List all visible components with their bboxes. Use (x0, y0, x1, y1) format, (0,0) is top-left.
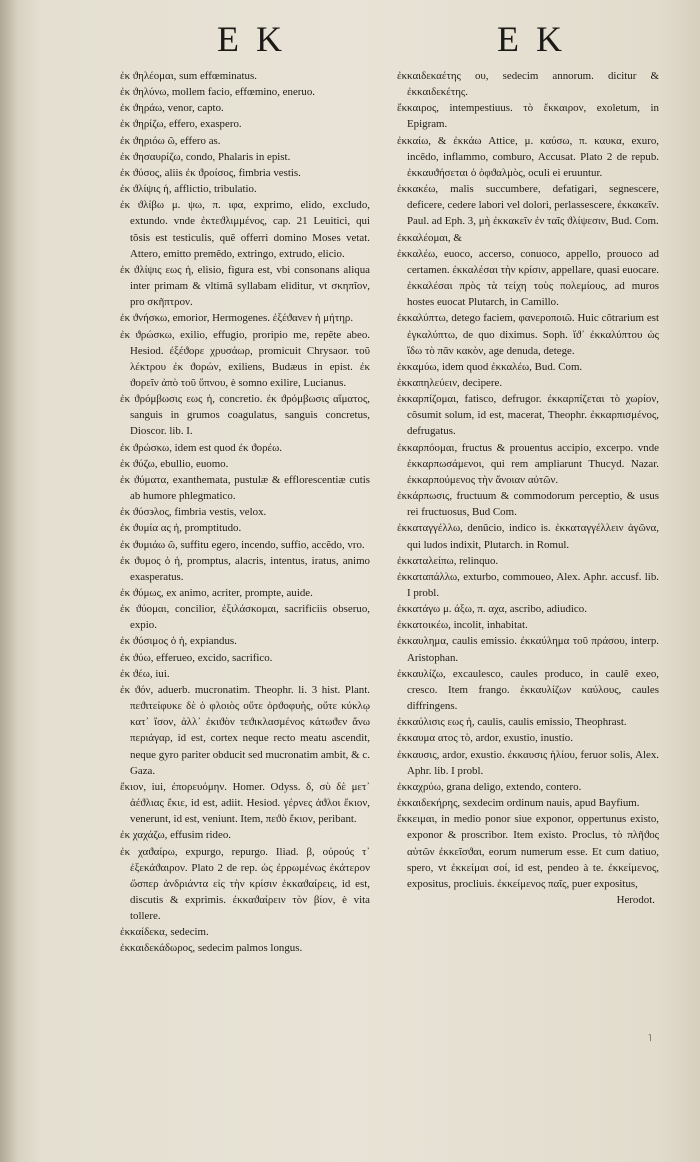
dictionary-entry: ἐκ ϑρόμβωσις εως ἡ, concretio. ἐκ ϑρόμβωσις αἵματος, sanguis in grumos coagulatus, sanguis concretus, Dioscor. lib. I. (120, 393, 370, 438)
dictionary-entry: ἐκ ϑύομαι, concilior, ἐξιλάσκομαι, sacrificiis obseruo, expio. (120, 603, 370, 632)
dictionary-entry: ἔκιον, iui, ἐπορευόμην. Homer. Odyss. δ, σὺ δὲ μετ᾽ ἀέϑλιας ἔκιε, id est, adiit. Hesiod. γέρνες ἀϑλοι ἔκιον, venerunt, id est, veniunt. Item, πεϑὸ ἔκιον, peribant. (120, 780, 370, 826)
dictionary-entry: ἐκ χαχάζω, effusim rideo. (120, 829, 232, 842)
dictionary-entry: ἐκ ϑυμία ας ἡ, promptitudo. (120, 522, 242, 535)
running-head-left: E K (217, 19, 286, 59)
dictionary-entry: Herodot. (616, 893, 655, 906)
dictionary-entry: ἐκ ϑυμιάω ῶ, suffitu egero, incendo, suffio, accẽdo, vro. (120, 538, 365, 551)
dictionary-entry: ἐκκαιδεκαέτης ου, sedecim annorum. dicitur & ἐκκαιδεκέτης. (397, 70, 659, 99)
left-column (120, 68, 370, 957)
dictionary-entry: ἐκκαυμα ατος τὸ, ardor, exustio, inustio. (397, 732, 573, 745)
dictionary-entry: ἐκ χαϑαίρω, expurgo, repurgo. Iliad. β, οὐρούς τ᾽ ἐξεκάϑαιρον. Plato 2 de rep. ὡς ἐρρωμένως ἐκάτερον ὥσπερ ἀνδριάντα εἰς τὴν κρίσιν ἐκκαϑαίρεις, id est, discutis & exprimis. ἐκκαϑαίρειν τὸν βίον, è vita tollere. (120, 845, 370, 923)
dictionary-entry: ἐκκαυσις, ardor, exustio. ἐκκαυσις ἡλίου, feruor solis, Alex. Aphr. lib. I probl. (397, 748, 659, 777)
dictionary-entry: ἐκκαίω, & ἐκκάω Attice, μ. καύσω, π. καυκα, exuro, incẽdo, inflammo, comburo, Accusat. Plato 2 de repub. ἐκκαυϑήσεται ὁ ὀφϑαλμὸς, oculi ei eruuntur. (397, 134, 659, 179)
dictionary-entry: ἐκ ϑόν, aduerb. mucronatim. Theophr. li. 3 hist. Plant. πεϑιτείφυκε δὲ ὁ φλοιὸς οὔτε ὀρϑοφυὴς, οὔτε κύκλῳ κατ᾽ ἴσον, ἀλλ᾽ ἐκιϑὸν τεϑικλασμένος κάτωϑεν ἄνω περιάγαρ, id est, cortex neque recto meatu ascendit, neque gyro pariter obducit sed mucronatim ambit, & c. Gaza. (120, 683, 370, 777)
dictionary-entry: ἐκκαύλισις εως ἡ, caulis, caulis emissio, Theophrast. (397, 716, 627, 729)
dictionary-entry: ἐκ ϑύμως, ex animo, acriter, prompte, auide. (120, 587, 313, 599)
dictionary-entry: ἐκκατάγω μ. άξω, π. αχα, ascribo, adiudico. (397, 603, 587, 616)
dictionary-entry: ἐκ ϑηλύνω, mollem facio, effœmino, eneruo. (120, 86, 316, 99)
dictionary-entry: ἐκ ϑέω, iui. (120, 667, 170, 680)
dictionary-entry: ἐκκαμύω, idem quod ἐκκαλέω, Bud. Com. (397, 360, 583, 373)
dictionary-entry: ἐκ ϑηριόω ῶ, effero as. (120, 134, 221, 147)
running-head-right: E K (497, 19, 566, 59)
dictionary-entry: ἐκκαρπόομαι, fructus & prouentus accipio, excerpo. vnde ἐκκαρπωσάμενοι, qui rem ampliarunt Thucyd. Nazar. ἐκκαρπούμενος τὴν ἄνοιαν αὐτῶν. (397, 441, 659, 486)
dictionary-entry: ἐκ ϑυμος ὁ ἡ, promptus, alacris, intentus, iratus, animo exasperatus. (120, 554, 370, 583)
dictionary-entry: ἐκκαταγγέλλω, denũcio, indico is. ἐκκαταγγέλλειν ἀγῶνα, qui ludos indixit, Plutarch. in Romul. (397, 522, 659, 551)
dictionary-entry: ἐκ ϑηρίζω, effero, exaspero. (120, 118, 242, 131)
dictionary-entry: ἐκκαυλημα, caulis emissio. ἐκκαύλημα τοῦ πράσου, interp. Aristophan. (397, 635, 659, 664)
dictionary-entry: ἐκκαίδεκα, sedecim. (120, 926, 209, 939)
dictionary-entry: ἐκ ϑλίψις εως ἡ, elisio, figura est, vbi consonans aliqua inter primam & vltimã syllabam eliditur, vt σκηπῖον, pro σκῆπτρον. (120, 263, 370, 309)
dictionary-entry: ἔκκειμαι, in medio ponor siue exponor, oppertunus existo, exponor & proscribor. Item existo. Proclus, τὸ πλῆϑος αὐτῶν ἐκκεῖσϑαι, eorum numerum esse. Et cum datiuo, spero, vt ἐκκείμαι σοί, id est, pendeo à te. ἐκκείμενος, expositus, procliuis. ἐκκείμενος παῖς, puer expositus, (397, 813, 659, 890)
dictionary-entry: ἐκ ϑησαυρίζω, condo, Phalaris in epist. (120, 150, 291, 163)
right-column (397, 68, 659, 908)
dictionary-entry: ἐκκαχρύω, grana deligo, extendo, contero. (397, 780, 582, 793)
dictionary-entry: ἐκ ϑύω, efferueo, excido, sacrifico. (120, 651, 273, 664)
dictionary-entry: ἐκκαλέω, euoco, accerso, conuoco, appello, prouoco ad certamen. ἐκκαλέσαι τὴν κρίσιν, appellare, quasi euocare. ἐκκαλέσαι πρὸς τὰ τείχη τοὺς πολεμίους, ad muros hostes euocat Plutarch, in Camillo. (397, 247, 659, 309)
dictionary-entry: ἐκκαταλείπω, relinquo. (397, 554, 499, 567)
dictionary-entry: ἐκκαιδεκάδωρος, sedecim palmos longus. (120, 942, 303, 955)
dictionary-entry: ἐκκαλέομαι, & (397, 231, 462, 244)
dictionary-entry: ἐκκαυλίζω, excaulesco, caules produco, in caulẽ exeo, cresco. Item frango. ἐκκαυλίζων καύλους, caules diffringens. (397, 667, 659, 713)
page-mark: ˥ (648, 1033, 652, 1043)
dictionary-entry: ἐκκάρπωσις, fructuum & commodorum perceptio, & usus rei fructuosus, Bud Com. (397, 490, 659, 519)
dictionary-entry: ἐκκακέω, malis succumbere, defatigari, segnescere, deficere, cedere labori vel dolori, perlassescere, ἐκκακεῖν. Paul. ad Eph. 3, μὴ ἐκκακεῖν ἐν ταῖς ϑλίψεσιν, Bud. Com. (397, 183, 659, 228)
dictionary-entry: ἐκ ϑύματα, exanthemata, pustulæ & efflorescentiæ cutis ab humore phlegmatico. (120, 473, 370, 503)
dictionary-entry: ἐκ ϑύσ϶λος, fimbria vestis, velox. (120, 506, 267, 519)
dictionary-entry: ἐκκαλύπτω, detego faciem, φανεροποιῶ. Huic cõtrarium est ἐγκαλύπτω, de quo diximus. Soph. ἴϑ᾽ ἐκκαλύπτου ὡς ἴδω τὸ πᾶν κακὸν, age denuda, detege. (397, 312, 659, 357)
dictionary-entry: ἐκ ϑλίβω μ. ψω, π. ιφα, exprimo, elido, excludo, extundo. vnde ἐκτεϑλιμμένος, cap. 21 Leuitici, qui tõsis est testiculis, quẽ offerri domino Moses vetat. Attero, emitto premẽdo, extringo, extrudo, elicio. (120, 199, 370, 260)
binding-shadow (0, 0, 18, 1162)
dictionary-entry: ἐκ ϑηλέομαι, sum effœminatus. (120, 70, 257, 82)
dictionary-entry: ἐκ ϑνήσκω, emorior, Hermogenes. ἐξέϑανεν ἡ μήτηρ. (120, 312, 354, 325)
dictionary-entry: ἐκκαιδεκήρης, sexdecim ordinum nauis, apud Bayfium. (397, 797, 640, 810)
dictionary-entry: ἐκκαταπάλλω, exturbo, commoueo, Alex. Aphr. accusf. lib. I probl. (397, 570, 659, 599)
dictionary-entry: ἔκκαιρος, intempestiuus. τὸ ἔκκαιρον, exoletum, in Epigram. (397, 102, 659, 131)
dictionary-entry: ἐκκατοικέω, incolit, inhabitat. (397, 619, 528, 632)
dictionary-entry: ἐκ ϑύσος, aliis ἐκ ϑροίσος, fimbria vestis. (120, 166, 301, 179)
dictionary-entry: ἐκ ϑρώσκω, idem est quod ἐκ ϑορέω. (120, 441, 282, 454)
dictionary-entry: ἐκ ϑλίψις ἡ, afflictio, tribulatio. (120, 183, 257, 196)
dictionary-entry: ἐκ ϑύζω, ebullio, euomo. (120, 457, 229, 470)
dictionary-entry: ἐκ ϑρώσκω, exilio, effugio, proripio me, repẽte abeo. Hesiod. ἐξέϑορε χρυσάωρ, promicuit Chrysaor. τοῦ λέκτρου ἐκ ϑορών, exiliens, Budæus in epist. ἐκ ϑορεῖν ἀπὸ τοῦ ὕπνου, è somno exilire, Lucianus. (120, 328, 370, 389)
dictionary-entry: ἐκκαρπίζομαι, fatisco, defrugor. ἐκκαρπίζεται τὸ χωρίον, cõsumit solum, id est, macerat, Theophr. ἐκκαρπισμένος, defrugatus. (397, 393, 659, 438)
dictionary-entry: ἐκκαπηλεύειν, decipere. (397, 376, 503, 389)
dictionary-entry: ἐκ ϑηράω, venor, capto. (120, 102, 224, 115)
dictionary-entry: ἐκ ϑύσιμος ὁ ἡ, expiandus. (120, 635, 237, 648)
